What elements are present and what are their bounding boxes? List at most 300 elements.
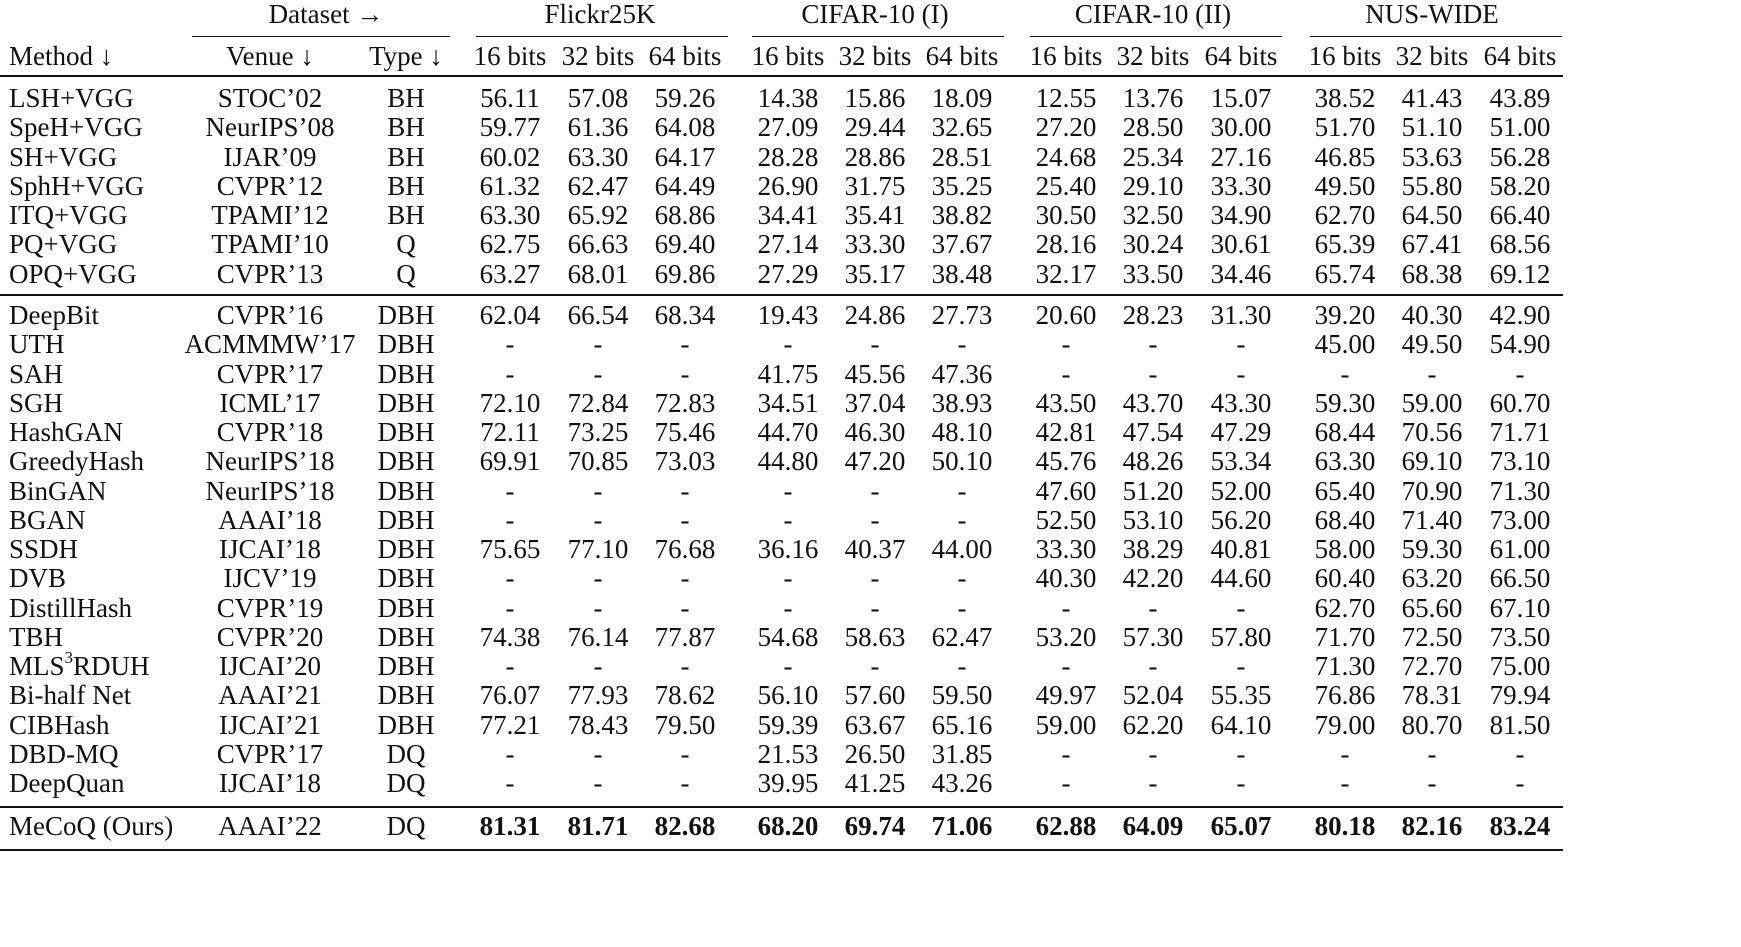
method-cell: UTH bbox=[9, 329, 65, 359]
map-value-cell: - bbox=[1515, 739, 1525, 769]
map-value-cell: 83.24 bbox=[1489, 811, 1551, 841]
venue-cell: CVPR’13 bbox=[216, 259, 324, 289]
map-value-cell: - bbox=[505, 505, 515, 535]
venue-cell: CVPR’17 bbox=[216, 359, 324, 389]
method-superscript: 3 bbox=[64, 648, 74, 667]
map-value-cell: 62.70 bbox=[1314, 200, 1376, 230]
map-value-cell: 43.50 bbox=[1035, 388, 1097, 418]
type-cell: DBH bbox=[377, 417, 435, 447]
map-value-cell: - bbox=[505, 476, 515, 506]
map-value-cell: - bbox=[593, 593, 603, 623]
map-value-cell: 38.48 bbox=[931, 259, 993, 289]
map-value-cell: 31.75 bbox=[844, 171, 906, 201]
method-cell: SAH bbox=[9, 359, 64, 389]
venue-cell: CVPR’16 bbox=[216, 300, 324, 330]
map-value-cell: 28.86 bbox=[844, 142, 906, 172]
map-value-cell: 49.50 bbox=[1401, 329, 1463, 359]
map-value-cell: 45.76 bbox=[1035, 446, 1097, 476]
map-value-cell: 70.56 bbox=[1401, 417, 1463, 447]
dataset-header-cifar10-i: CIFAR-10 (I) bbox=[801, 0, 949, 29]
map-value-cell: 59.00 bbox=[1035, 710, 1097, 740]
map-value-cell: 42.81 bbox=[1035, 417, 1097, 447]
map-value-cell: - bbox=[680, 476, 690, 506]
map-value-cell: 29.44 bbox=[844, 112, 906, 142]
map-value-cell: 69.74 bbox=[844, 811, 906, 841]
map-value-cell: - bbox=[870, 505, 880, 535]
map-value-cell: 65.07 bbox=[1210, 811, 1272, 841]
bits-header: 16 bits bbox=[1029, 41, 1103, 71]
map-value-cell: 44.80 bbox=[757, 446, 819, 476]
map-value-cell: 32.17 bbox=[1035, 259, 1097, 289]
map-value-cell: - bbox=[783, 329, 793, 359]
type-cell: Q bbox=[396, 229, 416, 259]
map-value-cell: 65.92 bbox=[567, 200, 629, 230]
map-value-cell: 72.50 bbox=[1401, 622, 1463, 652]
map-value-cell: 15.07 bbox=[1210, 83, 1272, 113]
method-cell bbox=[9, 648, 150, 681]
map-value-cell: 28.16 bbox=[1035, 229, 1097, 259]
map-value-cell: - bbox=[783, 476, 793, 506]
map-value-cell: - bbox=[1340, 739, 1350, 769]
map-value-cell: - bbox=[680, 359, 690, 389]
type-cell: DBH bbox=[377, 593, 435, 623]
map-value-cell: 41.75 bbox=[757, 359, 819, 389]
map-value-cell: 27.73 bbox=[931, 300, 993, 330]
map-value-cell: - bbox=[870, 476, 880, 506]
map-value-cell: 37.67 bbox=[931, 229, 993, 259]
map-value-cell: 68.40 bbox=[1314, 505, 1376, 535]
nus-cmidrule bbox=[1310, 36, 1562, 37]
map-value-cell: - bbox=[1061, 329, 1071, 359]
map-value-cell: 47.60 bbox=[1035, 476, 1097, 506]
bits-header: 32 bits bbox=[838, 41, 912, 71]
venue-cell: TPAMI’12 bbox=[211, 200, 329, 230]
map-value-cell: 68.86 bbox=[654, 200, 716, 230]
map-value-cell: 64.09 bbox=[1122, 811, 1184, 841]
map-value-cell: 37.04 bbox=[844, 388, 906, 418]
map-value-cell: 59.50 bbox=[931, 680, 993, 710]
map-value-cell: 27.09 bbox=[757, 112, 819, 142]
map-value-cell: 81.31 bbox=[479, 811, 541, 841]
map-value-cell: 63.27 bbox=[479, 259, 541, 289]
map-value-cell: - bbox=[957, 593, 967, 623]
map-value-cell: 25.40 bbox=[1035, 171, 1097, 201]
map-value-cell: 32.65 bbox=[931, 112, 993, 142]
map-value-cell: 24.86 bbox=[844, 300, 906, 330]
method-cell: SH+VGG bbox=[9, 142, 118, 172]
map-value-cell: 28.28 bbox=[757, 142, 819, 172]
map-value-cell: - bbox=[593, 359, 603, 389]
method-cell: MeCoQ (Ours) bbox=[9, 811, 174, 841]
map-value-cell: 51.10 bbox=[1401, 112, 1463, 142]
map-value-cell: 81.71 bbox=[567, 811, 629, 841]
map-value-cell: 60.40 bbox=[1314, 563, 1376, 593]
map-value-cell: 63.30 bbox=[1314, 446, 1376, 476]
map-value-cell: 57.08 bbox=[567, 83, 629, 113]
map-value-cell: - bbox=[505, 563, 515, 593]
map-value-cell: 72.11 bbox=[480, 417, 540, 447]
method-cell: DistillHash bbox=[9, 593, 133, 623]
venue-cell: AAAI’22 bbox=[218, 811, 322, 841]
map-value-cell: 66.63 bbox=[567, 229, 629, 259]
venue-cell: NeurIPS’08 bbox=[205, 112, 335, 142]
map-value-cell: 34.41 bbox=[757, 200, 819, 230]
map-value-cell: 56.20 bbox=[1210, 505, 1272, 535]
map-value-cell: - bbox=[680, 505, 690, 535]
type-cell: DBH bbox=[377, 563, 435, 593]
map-value-cell: 60.02 bbox=[479, 142, 541, 172]
bits-header: 32 bits bbox=[561, 41, 635, 71]
method-column-header: Method ↓ bbox=[9, 41, 114, 71]
map-value-cell: 76.68 bbox=[654, 534, 716, 564]
map-value-cell: 68.44 bbox=[1314, 417, 1376, 447]
map-value-cell: 44.70 bbox=[757, 417, 819, 447]
group-rule-2 bbox=[0, 806, 1563, 808]
group-rule-1 bbox=[0, 294, 1563, 296]
map-value-cell: 49.50 bbox=[1314, 171, 1376, 201]
type-cell: DQ bbox=[386, 768, 426, 798]
map-value-cell: 40.30 bbox=[1401, 300, 1463, 330]
map-value-cell: - bbox=[680, 739, 690, 769]
map-value-cell: 33.30 bbox=[1210, 171, 1272, 201]
map-value-cell: 27.16 bbox=[1210, 142, 1272, 172]
map-value-cell: 73.00 bbox=[1489, 505, 1551, 535]
map-value-cell: 51.00 bbox=[1489, 112, 1551, 142]
map-value-cell: 80.18 bbox=[1314, 811, 1376, 841]
method-cell: DBD-MQ bbox=[9, 739, 119, 769]
bits-header: 64 bits bbox=[925, 41, 999, 71]
map-value-cell: 25.34 bbox=[1122, 142, 1184, 172]
flickr-cmidrule bbox=[476, 36, 728, 37]
map-value-cell: 18.09 bbox=[931, 83, 993, 113]
map-value-cell: 69.12 bbox=[1489, 259, 1551, 289]
method-cell: GreedyHash bbox=[9, 446, 144, 476]
map-value-cell: - bbox=[1515, 768, 1525, 798]
method-name-suffix: RDUH bbox=[73, 651, 150, 681]
venue-cell: IJAR’09 bbox=[223, 142, 317, 172]
map-value-cell: 29.10 bbox=[1122, 171, 1184, 201]
map-value-cell: 33.50 bbox=[1122, 259, 1184, 289]
map-value-cell: 47.29 bbox=[1210, 417, 1272, 447]
map-value-cell: 65.40 bbox=[1314, 476, 1376, 506]
map-value-cell: 50.10 bbox=[931, 446, 993, 476]
map-value-cell: - bbox=[1148, 739, 1158, 769]
method-cell: PQ+VGG bbox=[9, 229, 118, 259]
map-value-cell: 39.20 bbox=[1314, 300, 1376, 330]
venue-cell: IJCV’19 bbox=[223, 563, 317, 593]
map-value-cell: 53.10 bbox=[1122, 505, 1184, 535]
bottom-rule bbox=[0, 849, 1563, 851]
map-value-cell: 58.63 bbox=[844, 622, 906, 652]
map-value-cell: 38.29 bbox=[1122, 534, 1184, 564]
map-value-cell: - bbox=[1236, 739, 1246, 769]
map-value-cell: 71.30 bbox=[1314, 651, 1376, 681]
map-value-cell: 59.00 bbox=[1401, 388, 1463, 418]
map-value-cell: 45.00 bbox=[1314, 329, 1376, 359]
map-value-cell: 49.97 bbox=[1035, 680, 1097, 710]
map-value-cell: 47.20 bbox=[844, 446, 906, 476]
map-value-cell: 73.03 bbox=[654, 446, 716, 476]
map-value-cell: 77.87 bbox=[654, 622, 716, 652]
type-cell: DQ bbox=[386, 811, 426, 841]
method-cell: TBH bbox=[9, 622, 63, 652]
map-value-cell: - bbox=[593, 505, 603, 535]
map-value-cell: 63.30 bbox=[479, 200, 541, 230]
map-value-cell: 41.43 bbox=[1401, 83, 1463, 113]
map-value-cell: 26.90 bbox=[757, 171, 819, 201]
map-value-cell: 64.50 bbox=[1401, 200, 1463, 230]
map-value-cell: 77.10 bbox=[567, 534, 629, 564]
map-value-cell: 66.50 bbox=[1489, 563, 1551, 593]
map-value-cell: 70.85 bbox=[567, 446, 629, 476]
dataset-header-flickr25k: Flickr25K bbox=[544, 0, 656, 29]
map-value-cell: 72.70 bbox=[1401, 651, 1463, 681]
map-value-cell: - bbox=[1236, 768, 1246, 798]
map-value-cell: 58.20 bbox=[1489, 171, 1551, 201]
map-value-cell: 62.70 bbox=[1314, 593, 1376, 623]
type-cell: BH bbox=[387, 83, 425, 113]
type-cell: DQ bbox=[386, 739, 426, 769]
map-value-cell: 56.28 bbox=[1489, 142, 1551, 172]
map-value-cell: 71.70 bbox=[1314, 622, 1376, 652]
map-value-cell: - bbox=[593, 651, 603, 681]
type-cell: DBH bbox=[377, 680, 435, 710]
map-value-cell: 24.68 bbox=[1035, 142, 1097, 172]
dataset-header-label: Dataset → bbox=[268, 0, 384, 29]
map-value-cell: 82.68 bbox=[654, 811, 716, 841]
map-value-cell: 35.41 bbox=[844, 200, 906, 230]
header-rule bbox=[0, 75, 1563, 77]
method-cell: BinGAN bbox=[9, 476, 107, 506]
map-value-cell: 82.16 bbox=[1401, 811, 1463, 841]
bits-header: 64 bits bbox=[648, 41, 722, 71]
map-value-cell: 78.31 bbox=[1401, 680, 1463, 710]
map-value-cell: 63.20 bbox=[1401, 563, 1463, 593]
map-value-cell: 30.50 bbox=[1035, 200, 1097, 230]
map-value-cell: - bbox=[593, 329, 603, 359]
map-value-cell: 74.38 bbox=[479, 622, 541, 652]
map-value-cell: 71.40 bbox=[1401, 505, 1463, 535]
map-value-cell: 46.30 bbox=[844, 417, 906, 447]
map-value-cell: 64.49 bbox=[654, 171, 716, 201]
map-value-cell: 28.51 bbox=[931, 142, 993, 172]
map-value-cell: - bbox=[957, 505, 967, 535]
map-value-cell: 78.62 bbox=[654, 680, 716, 710]
map-value-cell: 71.06 bbox=[931, 811, 993, 841]
map-value-cell: 79.50 bbox=[654, 710, 716, 740]
map-value-cell: 76.14 bbox=[567, 622, 629, 652]
map-value-cell: 76.07 bbox=[479, 680, 541, 710]
map-value-cell: 64.17 bbox=[654, 142, 716, 172]
type-cell: DBH bbox=[377, 534, 435, 564]
map-value-cell: - bbox=[505, 329, 515, 359]
map-value-cell: 21.53 bbox=[757, 739, 819, 769]
map-value-cell: 57.60 bbox=[844, 680, 906, 710]
map-value-cell: 78.43 bbox=[567, 710, 629, 740]
method-cell: DeepQuan bbox=[9, 768, 125, 798]
map-value-cell: 68.20 bbox=[757, 811, 819, 841]
map-value-cell: 69.91 bbox=[479, 446, 541, 476]
map-value-cell: 33.30 bbox=[1035, 534, 1097, 564]
map-value-cell: 39.95 bbox=[757, 768, 819, 798]
type-cell: DBH bbox=[377, 622, 435, 652]
map-value-cell: - bbox=[680, 563, 690, 593]
type-cell: DBH bbox=[377, 710, 435, 740]
map-value-cell: 31.85 bbox=[931, 739, 993, 769]
type-cell: BH bbox=[387, 142, 425, 172]
map-value-cell: - bbox=[1515, 359, 1525, 389]
venue-cell: NeurIPS’18 bbox=[205, 476, 335, 506]
map-value-cell: 32.50 bbox=[1122, 200, 1184, 230]
map-value-cell: 20.60 bbox=[1035, 300, 1097, 330]
map-value-cell: 68.56 bbox=[1489, 229, 1551, 259]
map-value-cell: 44.00 bbox=[931, 534, 993, 564]
map-value-cell: 52.04 bbox=[1122, 680, 1184, 710]
map-value-cell: - bbox=[680, 593, 690, 623]
map-value-cell: - bbox=[1061, 359, 1071, 389]
map-value-cell: 69.40 bbox=[654, 229, 716, 259]
map-value-cell: 75.00 bbox=[1489, 651, 1551, 681]
map-value-cell: - bbox=[593, 476, 603, 506]
map-value-cell: 57.30 bbox=[1122, 622, 1184, 652]
map-value-cell: - bbox=[593, 563, 603, 593]
map-value-cell: 64.08 bbox=[654, 112, 716, 142]
bits-header: 16 bits bbox=[473, 41, 547, 71]
map-value-cell: 26.50 bbox=[844, 739, 906, 769]
map-value-cell: - bbox=[957, 329, 967, 359]
map-value-cell: 63.30 bbox=[567, 142, 629, 172]
method-cell: OPQ+VGG bbox=[9, 259, 137, 289]
map-value-cell: 62.75 bbox=[479, 229, 541, 259]
map-value-cell: - bbox=[593, 739, 603, 769]
map-value-cell: 71.71 bbox=[1489, 417, 1551, 447]
venue-cell: ACMMMW’17 bbox=[184, 329, 356, 359]
map-value-cell: 70.90 bbox=[1401, 476, 1463, 506]
map-value-cell: 28.23 bbox=[1122, 300, 1184, 330]
map-value-cell: 38.93 bbox=[931, 388, 993, 418]
method-name: MLS bbox=[9, 651, 65, 681]
map-value-cell: 65.39 bbox=[1314, 229, 1376, 259]
venue-column-header: Venue ↓ bbox=[226, 41, 314, 71]
map-value-cell: 57.80 bbox=[1210, 622, 1272, 652]
map-value-cell: - bbox=[593, 768, 603, 798]
method-cell: CIBHash bbox=[9, 710, 110, 740]
bits-header: 64 bits bbox=[1483, 41, 1557, 71]
map-value-cell: 65.74 bbox=[1314, 259, 1376, 289]
venue-cell: IJCAI’18 bbox=[219, 768, 321, 798]
type-cell: DBH bbox=[377, 651, 435, 681]
map-value-cell: 51.70 bbox=[1314, 112, 1376, 142]
map-value-cell: 54.68 bbox=[757, 622, 819, 652]
map-value-cell: 62.20 bbox=[1122, 710, 1184, 740]
venue-cell: STOC’02 bbox=[217, 83, 323, 113]
map-value-cell: 43.70 bbox=[1122, 388, 1184, 418]
map-value-cell: 55.80 bbox=[1401, 171, 1463, 201]
map-value-cell: 36.16 bbox=[757, 534, 819, 564]
method-cell: SSDH bbox=[9, 534, 79, 564]
method-cell: HashGAN bbox=[9, 417, 123, 447]
map-value-cell: - bbox=[957, 651, 967, 681]
map-value-cell: 14.38 bbox=[757, 83, 819, 113]
map-value-cell: - bbox=[680, 329, 690, 359]
map-value-cell: 30.24 bbox=[1122, 229, 1184, 259]
map-value-cell: 43.26 bbox=[931, 768, 993, 798]
venue-cell: IJCAI’21 bbox=[219, 710, 321, 740]
map-value-cell: - bbox=[1148, 359, 1158, 389]
map-value-cell: 53.20 bbox=[1035, 622, 1097, 652]
method-cell: SGH bbox=[9, 388, 64, 418]
map-value-cell: 68.01 bbox=[567, 259, 629, 289]
map-value-cell: - bbox=[1061, 651, 1071, 681]
venue-cell: NeurIPS’18 bbox=[205, 446, 335, 476]
map-value-cell: 76.86 bbox=[1314, 680, 1376, 710]
method-cell: BGAN bbox=[9, 505, 86, 535]
map-value-cell: 75.46 bbox=[654, 417, 716, 447]
map-value-cell: 52.00 bbox=[1210, 476, 1272, 506]
map-value-cell: 66.40 bbox=[1489, 200, 1551, 230]
type-cell: BH bbox=[387, 171, 425, 201]
map-value-cell: 69.10 bbox=[1401, 446, 1463, 476]
map-value-cell: - bbox=[783, 651, 793, 681]
map-value-cell: - bbox=[957, 563, 967, 593]
map-value-cell: 13.76 bbox=[1122, 83, 1184, 113]
map-value-cell: 58.00 bbox=[1314, 534, 1376, 564]
map-value-cell: 75.65 bbox=[479, 534, 541, 564]
map-value-cell: 62.88 bbox=[1035, 811, 1097, 841]
bits-header: 16 bits bbox=[1308, 41, 1382, 71]
map-value-cell: 33.30 bbox=[844, 229, 906, 259]
type-cell: DBH bbox=[377, 300, 435, 330]
map-value-cell: 40.37 bbox=[844, 534, 906, 564]
map-value-cell: - bbox=[1236, 329, 1246, 359]
map-value-cell: 59.30 bbox=[1401, 534, 1463, 564]
map-value-cell: 40.30 bbox=[1035, 563, 1097, 593]
map-value-cell: 34.51 bbox=[757, 388, 819, 418]
map-value-cell: 27.14 bbox=[757, 229, 819, 259]
map-value-cell: 62.04 bbox=[479, 300, 541, 330]
map-value-cell: 51.20 bbox=[1122, 476, 1184, 506]
venue-cell: CVPR’12 bbox=[216, 171, 324, 201]
map-value-cell: 66.54 bbox=[567, 300, 629, 330]
map-value-cell: - bbox=[505, 651, 515, 681]
map-value-cell: - bbox=[505, 768, 515, 798]
dataset-header-nus-wide: NUS-WIDE bbox=[1365, 0, 1499, 29]
venue-cell: TPAMI’10 bbox=[211, 229, 329, 259]
type-cell: BH bbox=[387, 112, 425, 142]
map-value-cell: 42.90 bbox=[1489, 300, 1551, 330]
venue-cell: CVPR’20 bbox=[216, 622, 324, 652]
map-value-cell: 43.89 bbox=[1489, 83, 1551, 113]
map-value-cell: 53.34 bbox=[1210, 446, 1272, 476]
map-value-cell: - bbox=[957, 476, 967, 506]
venue-cell: CVPR’18 bbox=[216, 417, 324, 447]
venue-cell: ICML’17 bbox=[219, 388, 321, 418]
map-value-cell: 79.00 bbox=[1314, 710, 1376, 740]
bits-header: 32 bits bbox=[1395, 41, 1469, 71]
map-value-cell: - bbox=[505, 359, 515, 389]
type-cell: DBH bbox=[377, 329, 435, 359]
map-value-cell: 40.81 bbox=[1210, 534, 1272, 564]
map-value-cell: 64.10 bbox=[1210, 710, 1272, 740]
type-cell: DBH bbox=[377, 388, 435, 418]
map-value-cell: 34.46 bbox=[1210, 259, 1272, 289]
map-value-cell: 30.00 bbox=[1210, 112, 1272, 142]
map-value-cell: 61.00 bbox=[1489, 534, 1551, 564]
map-value-cell: - bbox=[783, 505, 793, 535]
method-cell: SpeH+VGG bbox=[9, 112, 143, 142]
map-value-cell: - bbox=[1340, 768, 1350, 798]
map-value-cell: 34.90 bbox=[1210, 200, 1272, 230]
